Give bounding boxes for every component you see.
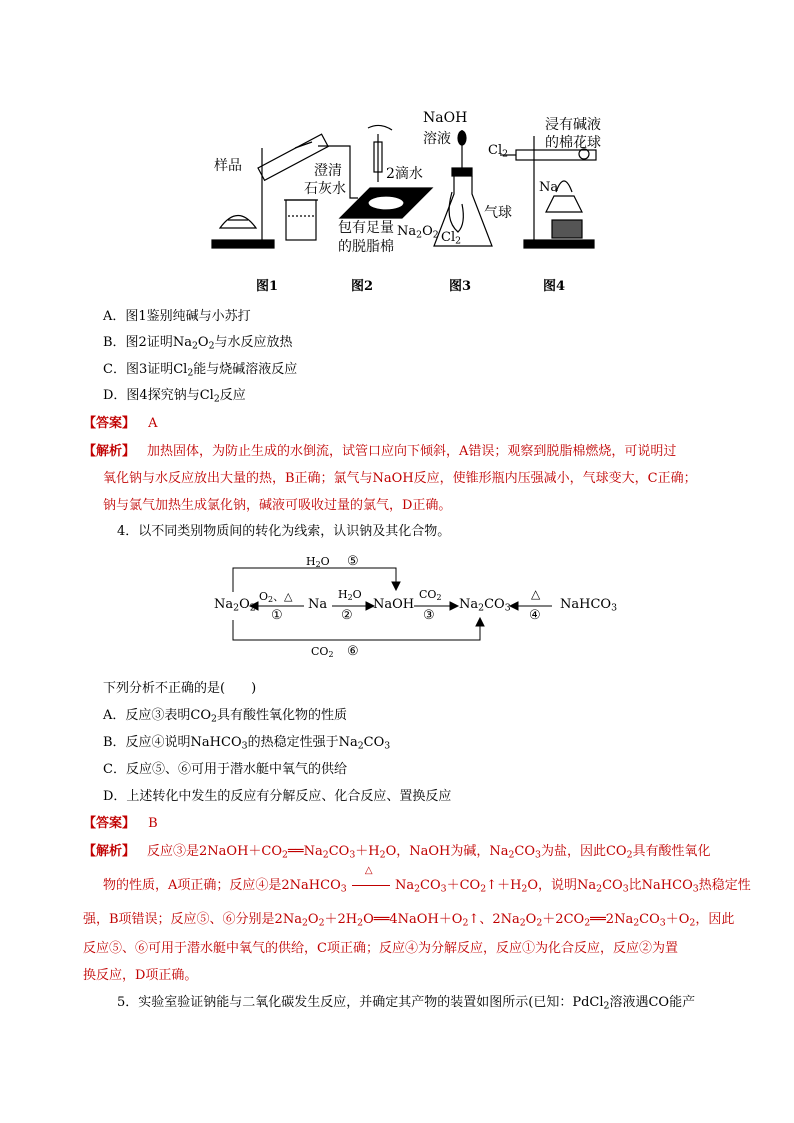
q4-analysis-line-2: 物的性质，A项正确；反应④是2NaHCO$_3$ △ $Na_2CO_3+CO_2↑+H_2O$，说明$Na_2CO_3$比NaHCO$_3$热稳定性 xyxy=(103,865,751,895)
q3-answer xyxy=(83,412,158,431)
answer-tag: 【答案】 xyxy=(83,416,136,431)
node-naoh: NaOH xyxy=(373,597,415,612)
fig4-cotton-label-2: 的棉花球 xyxy=(545,135,601,151)
r2-condition: $H_2O$ xyxy=(338,588,362,602)
fig1-limewater-label-2: 石灰水 xyxy=(304,181,346,197)
figure-label-3: 图3 xyxy=(449,279,472,294)
q4-option-a: A．反应③表明$CO_2$具有酸性氧化物的性质 xyxy=(103,708,347,725)
r1-condition: $O_2$、△ xyxy=(259,590,293,604)
fig1-limewater-label-1: 澄清 xyxy=(314,163,342,179)
figure-label-1: 图1 xyxy=(256,279,279,294)
q4-analysis-line-5: 换反应，D项正确。 xyxy=(83,968,198,983)
fig2-cotton-label-2: 的脱脂棉 xyxy=(338,239,394,255)
q4-analysis-line-3: 强，B项错误；反应⑤、⑥分别是$2Na_2O_2+2H_2O══4NaOH+O_2↑$、$2Na_2O_2+2CO_2══2Na_2CO_3+O_2$，因此 xyxy=(83,912,735,929)
node-na2co3: $Na_2CO_3$ xyxy=(459,597,511,614)
figure-label-4: 图4 xyxy=(543,279,566,294)
node-nahco3: NaHCO$_3$ xyxy=(560,597,618,614)
fig2-drops-label: 2滴水 xyxy=(386,166,423,182)
q3-option-c: C．图3证明$Cl_2$能与烧碱溶液反应 xyxy=(103,362,298,379)
q3-option-a: A．图1鉴别纯碱与小苏打 xyxy=(103,309,251,324)
q4-option-d: D．上述转化中发生的反应有分解反应、化合反应、置换反应 xyxy=(103,789,452,804)
q4-question: 下列分析不正确的是( ) xyxy=(103,681,257,696)
r1-number: ① xyxy=(271,608,283,623)
q3-option-b: B．图2证明$Na_2O_2$与水反应放热 xyxy=(103,335,293,352)
fig4-na-label: Na xyxy=(539,180,559,195)
q3-analysis-line-3: 钠与氯气加热生成氯化钠，碱液可吸收过量的氯气，D正确。 xyxy=(103,498,452,513)
q3-analysis-line-2: 氧化钠与水反应放出大量的热，B正确；氯气与NaOH反应，使锥形瓶内压强减小，气球变大，C正确； xyxy=(103,471,697,486)
fig4-cotton-label-1: 浸有碱液 xyxy=(545,117,601,133)
fig3-cl2-label: $Cl_2$ xyxy=(441,230,462,247)
fig1-sample-label: 样品 xyxy=(214,158,242,174)
q3-option-d: D．图4探究钠与$Cl_2$反应 xyxy=(103,388,246,405)
r3-number: ③ xyxy=(423,608,435,623)
fig3-naoh-label-1: NaOH xyxy=(423,110,468,126)
q5-stem: 5．实验室验证钠能与二氧化碳发生反应，并确定其产物的装置如图所示(已知：PdCl$_2$溶液遇CO能产 xyxy=(117,995,696,1012)
answer-tag: 【答案】 xyxy=(83,816,136,831)
figure-label-2: 图2 xyxy=(351,279,374,294)
r4-number: ④ xyxy=(529,608,541,623)
fig4-cl2-label: $Cl_2$ xyxy=(488,143,509,160)
r2-number: ② xyxy=(341,608,353,623)
analysis-tag: 【解析】 xyxy=(83,844,136,859)
fig2-na2o2-label: $Na_2O_2$ xyxy=(397,224,439,241)
r6-condition: $CO_2$ xyxy=(311,645,334,659)
q4-stem: 4．以不同类别物质间的转化为线索，认识钠及其化合物。 xyxy=(117,524,451,539)
q3-analysis-line-1: 【解析】 加热固体，为防止生成的水倒流，试管口应向下倾斜，A错误；观察到脱脂棉燃烧，可说明过 xyxy=(83,444,677,459)
analysis-tag: 【解析】 xyxy=(83,444,136,459)
r5-condition: $H_2O$ xyxy=(306,555,330,569)
node-na2o2: $Na_2O_2$ xyxy=(214,597,256,614)
fig2-cotton-label-1: 包有足量 xyxy=(338,220,394,236)
q4-option-b: B．反应④说明NaHCO$_3$的热稳定性强于$Na_2CO_3$ xyxy=(103,735,391,752)
r3-condition: $CO_2$ xyxy=(419,588,442,602)
answer-value: A xyxy=(148,416,158,431)
r5-number: ⑤ xyxy=(347,554,359,569)
answer-value: B xyxy=(148,816,158,831)
r4-condition: △ xyxy=(531,587,541,601)
fig3-balloon-label: 气球 xyxy=(484,205,512,221)
q4-analysis-line-1: 【解析】 反应③是$2NaOH+CO_2══Na_2CO_3+H_2O$，NaOH为碱，$Na_2CO_3$为盐，因此$CO_2$具有酸性氧化 xyxy=(83,844,711,861)
r6-number: ⑥ xyxy=(347,644,359,659)
node-na: Na xyxy=(308,597,328,612)
fig3-naoh-label-2: 溶液 xyxy=(423,131,451,147)
q4-option-c: C．反应⑤、⑥可用于潜水艇中氧气的供给 xyxy=(103,762,347,777)
q4-analysis-line-4: 反应⑤、⑥可用于潜水艇中氧气的供给，C项正确；反应④为分解反应，反应①为化合反应，反应②为置 xyxy=(83,941,678,956)
q4-answer xyxy=(83,812,158,831)
